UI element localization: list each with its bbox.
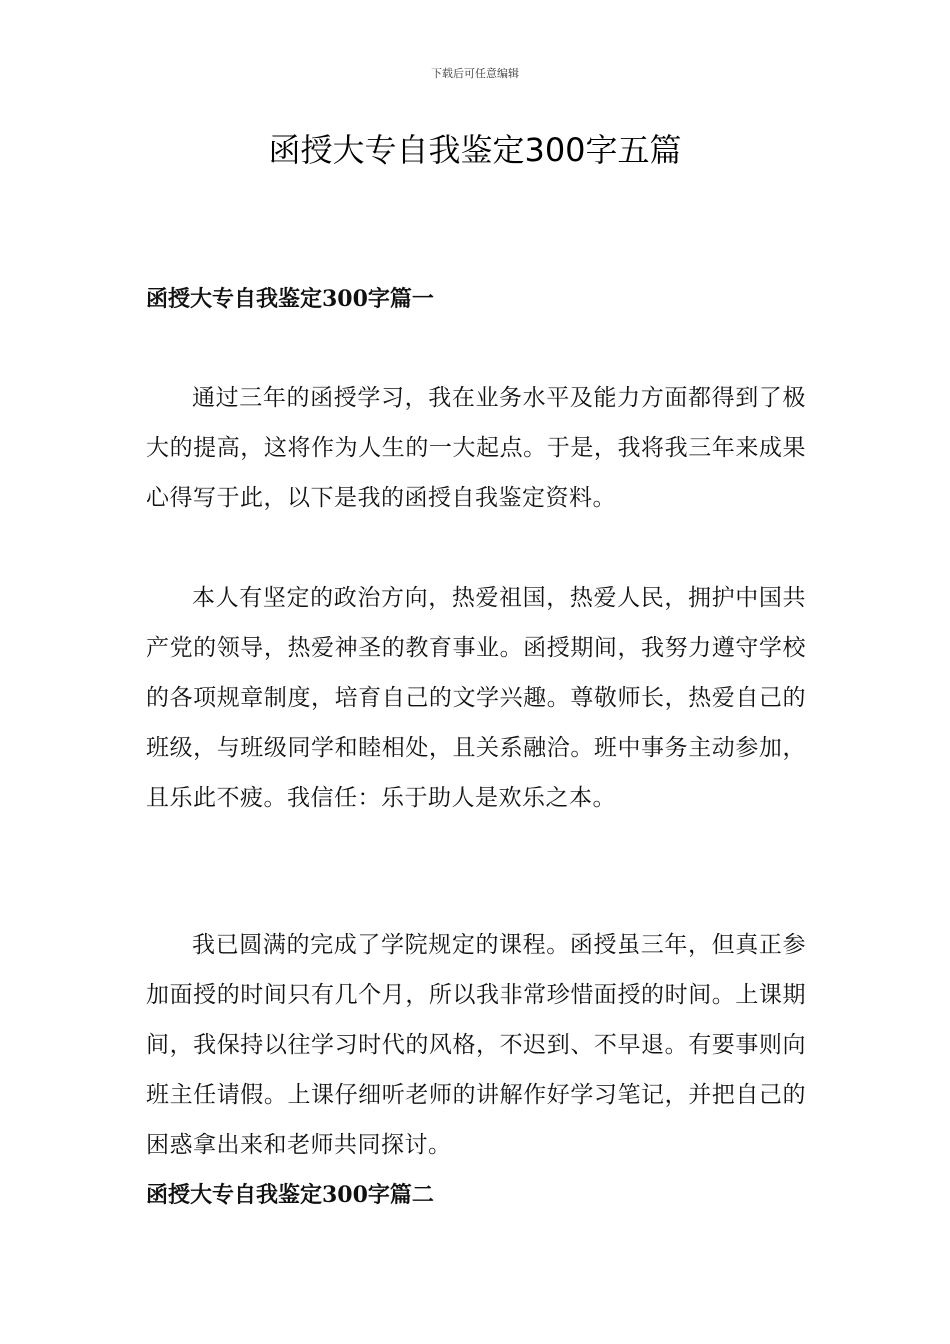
paragraph-1: 通过三年的函授学习，我在业务水平及能力方面都得到了极大的提高，这将作为人生的一大起点。于是，我将我三年来成果心得写于此，以下是我的函授自我鉴定资料。	[146, 385, 806, 511]
paragraph-3: 我已圆满的完成了学院规定的课程。函授虽三年，但真正参加面授的时间只有几个月，所以我非常珍惜面授的时间。上课期间，我保持以往学习时代的风格，不迟到、不早退。有要事则向班主任请假。上课仔细听老师的讲解作好学习笔记，并把自己的困惑拿出来和老师共同探讨。	[146, 932, 806, 1158]
section-heading-1: 函授大专自我鉴定300字篇一	[146, 286, 434, 312]
document-title: 函授大专自我鉴定300字五篇	[268, 131, 682, 169]
section-heading-2: 函授大专自我鉴定300字篇二	[146, 1182, 434, 1208]
paragraph-2: 本人有坚定的政治方向，热爱祖国，热爱人民，拥护中国共产党的领导，热爱神圣的教育事业。函授期间，我努力遵守学校的各项规章制度，培育自己的文学兴趣。尊敬师长，热爱自己的班级，与班级同学和睦相处，且关系融洽。班中事务主动参加，且乐此不疲。我信任：乐于助人是欢乐之本。	[146, 585, 806, 811]
header-note: 下载后可任意编辑	[431, 67, 519, 80]
